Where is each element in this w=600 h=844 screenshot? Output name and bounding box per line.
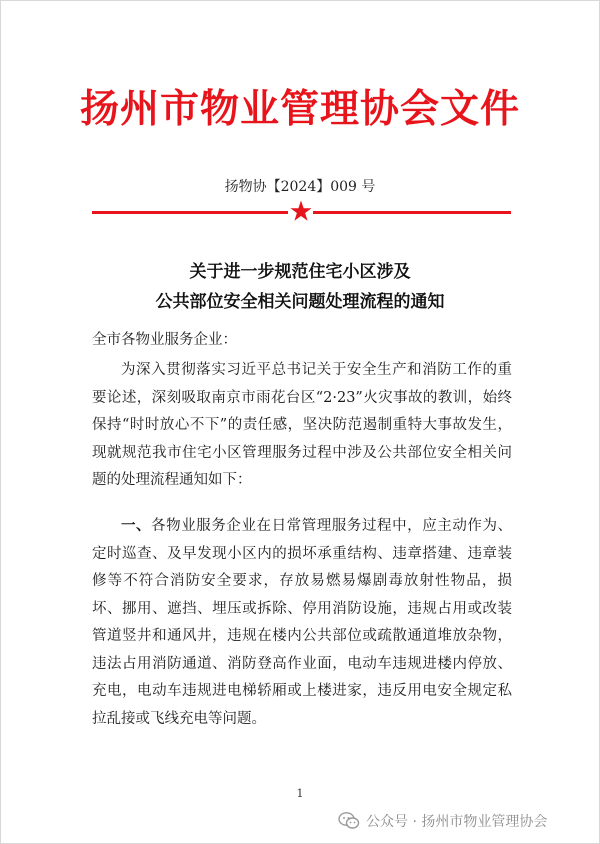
watermark-text: 公众号 · 扬州市物业管理协会 [366,814,548,830]
page-number: 1 [296,787,304,800]
wechat-watermark [338,809,547,833]
notice-title-line1: 关于进一步规范住宅小区涉及 [189,262,411,282]
salutation: 全市各物业服务企业： [92,332,237,348]
paragraph-2-text: 各物业服务企业在日常管理服务过程中，应主动作为、定时巡查、及早发现小区内的损坏承重结构、违章搭建、违章装修等不符合消防安全要求，存放易燃易爆剧毒放射性物品，损坏、挪用、遮挡、埋压或拆除、停用消防设施，违规占用或改装管道竖井和通风井，违规在楼内公共部位或疏散通道堆放杂物，违法占用消防通道、消防登高作业面，电动车违规进楼内停放、充电，电动车违规进电梯轿厢或上楼进家，违反用电安全规定私拉乱接或飞线充电等问题。 [92,518,513,727]
star-icon [289,199,313,223]
red-divider-left [92,211,288,214]
document-header-title: 扬州市物业管理协会文件 [79,86,520,132]
wechat-icon [338,811,360,831]
notice-title-line2: 公共部位安全相关问题处理流程的通知 [155,292,445,312]
paragraph-1: 为深入贯彻落实习近平总书记关于安全生产和消防工作的重要论述，深刻吸取南京市雨花台区“2·23”火灾事故的教训，始终保持“时时放心不下”的责任感，坚决防范遏制重特大事故发生，现就规范我市住宅小区管理服务过程中涉及公共部位安全相关问题的处理流程通知如下： [92,362,512,488]
red-divider-right [313,211,511,214]
document-number: 扬物协【2024】009 号 [224,179,376,195]
paragraph-2-heading: 一、 [121,517,152,534]
paragraph-2 [92,512,512,733]
